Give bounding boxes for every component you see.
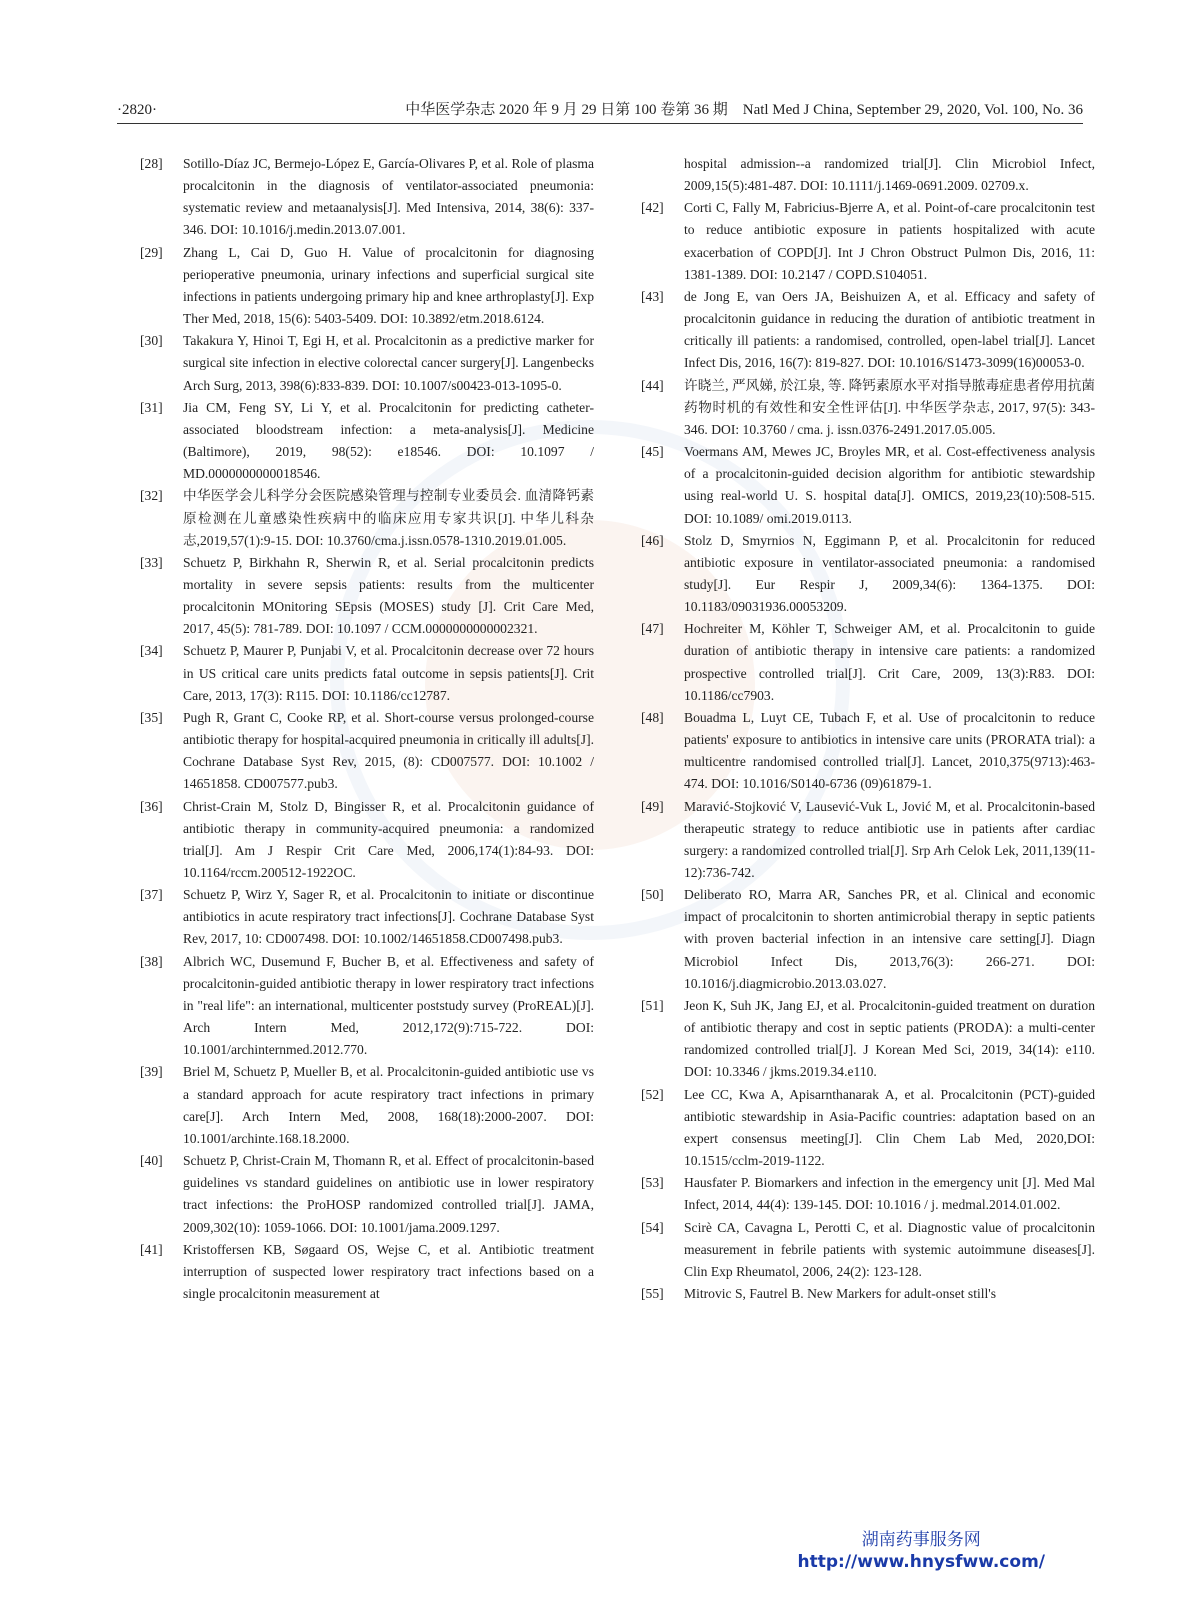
reference-item (140, 796, 594, 885)
journal-citation: 中华医学杂志 2020 年 9 月 29 日第 100 卷第 36 期 Natl Med J China, September 29, 2020, Vol. 100, No. 36 (405, 102, 1083, 118)
reference-text: Schuetz P, Maurer P, Punjabi V, et al. Procalcitonin decrease over 72 hours in US critical care units predicts fatal outcome in sepsis patients[J]. Crit Care, 2013, 17(3): R115. DOI: 10.1186/cc12787. (183, 643, 594, 703)
reference-number: [33] (140, 554, 163, 570)
reference-number: [42] (641, 200, 664, 216)
reference-item (140, 242, 594, 331)
reference-item (641, 530, 1095, 619)
reference-number: [40] (140, 1153, 163, 1169)
reference-text: Christ-Crain M, Stolz D, Bingisser R, et al. Procalcitonin guidance of antibiotic therapy in community-acquired pneumonia: a randomized trial[J]. Am J Respir Crit Care Med, 2006,174(1):84-93. DOI: 10.1164/rccm.200512-1922OC. (183, 798, 594, 880)
running-header (117, 99, 1083, 124)
reference-number: [35] (140, 709, 163, 725)
reference-text: Kristoffersen KB, Søgaard OS, Wejse C, et al. Antibiotic treatment interruption of suspected lower respiratory tract infections based on a single procalcitonin measurement at (183, 1241, 594, 1301)
reference-text: Corti C, Fally M, Fabricius-Bjerre A, et al. Point-of-care procalcitonin test to reduce antibiotic exposure in patients hospitalized with acute exacerbation of COPD[J]. Int J Chron Obstruct Pulmon Dis, 2016, 11: 1381-1389. DOI: 10.2147 / COPD.S104051. (684, 200, 1095, 282)
reference-number: [34] (140, 643, 163, 659)
reference-text: Mitrovic S, Fautrel B. New Markers for adult-onset still's (684, 1285, 997, 1301)
reference-number: [38] (140, 953, 163, 969)
reference-text: Schuetz P, Birkhahn R, Sherwin R, et al. Serial procalcitonin predicts mortality in severe sepsis patients: results from the multicenter procalcitonin MOnitoring SEpsis (MOSES) study [J]. Crit Care Med, 2017, 45(5): 781-789. DOI: 10.1097 / CCM.0000000000002321. (183, 554, 594, 637)
reference-item (641, 197, 1095, 286)
page-number: ·2820· (117, 102, 157, 118)
reference-item (140, 153, 594, 242)
reference-item (140, 552, 594, 641)
reference-item (641, 441, 1095, 530)
reference-number: [39] (140, 1064, 163, 1080)
footer-brand-name: 湖南药事服务网 (861, 1530, 981, 1550)
reference-number: [54] (641, 1219, 664, 1235)
reference-number: [28] (140, 156, 163, 171)
reference-text: Takakura Y, Hinoi T, Egi H, et al. Procalcitonin as a predictive marker for surgical site infection in elective colorectal cancer surgery[J]. Langenbecks Arch Surg, 2013, 398(6):833-839. DOI: 10.1007/s00423-013-1095-0. (183, 333, 594, 393)
reference-text: Hochreiter M, Köhler T, Schweiger AM, et al. Procalcitonin to guide duration of antibiotic therapy in intensive care patients: a randomized prospective controlled trial[J]. Crit Care, 2009, 13(3):R83. DOI: 10.1186/cc7903. (684, 621, 1095, 703)
reference-text: Voermans AM, Mewes JC, Broyles MR, et al. Cost-effectiveness analysis of a procalcitonin-guided decision algorithm for antibiotic stewardship using real-world U. S. hospital data[J]. OMICS, 2019,23(10):508-515. DOI: 10.1089/ omi.2019.0113. (684, 444, 1095, 526)
reference-item (641, 995, 1095, 1084)
reference-item (140, 640, 594, 706)
reference-text: Albrich WC, Dusemund F, Bucher B, et al. Effectiveness and safety of procalcitonin-guided antibiotic therapy in lower respiratory tract infections in "real life": an international, multicenter poststudy survey (ProREAL)[J]. Arch Intern Med, 2012,172(9):715-722. DOI: 10.1001/archinternmed.2012.770. (183, 953, 594, 1058)
reference-item (641, 1084, 1095, 1173)
reference-number: [29] (140, 244, 163, 260)
reference-item (140, 1239, 594, 1305)
reference-text: Jia CM, Feng SY, Li Y, et al. Procalcitonin for predicting catheter-associated bloodstream infection: a meta-analysis[J]. Medicine (Baltimore), 2019, 98(52): e18546. DOI: 10.1097 / MD.0000000000018546. (183, 399, 594, 482)
reference-number: [46] (641, 532, 664, 548)
reference-item (140, 485, 594, 551)
reference-number: [51] (641, 997, 664, 1013)
reference-number: [49] (641, 798, 664, 814)
reference-text: Bouadma L, Luyt CE, Tubach F, et al. Use of procalcitonin to reduce patients' exposure to antibiotics in intensive care units (PRORATA trial): a multicentre randomised controlled trial[J]. Lancet, 2010,375(9713):463-474. DOI: 10.1016/S0140-6736 (09)61879-1. (684, 709, 1095, 792)
reference-continuation: hospital admission--a randomized trial[J]. Clin Microbiol Infect, 2009,15(5):481-487. DOI: 10.1111/j.1469-0691.2009. 02709.x. (684, 156, 1095, 194)
reference-text: Schuetz P, Wirz Y, Sager R, et al. Procalcitonin to initiate or discontinue antibiotics in acute respiratory tract infections[J]. Cochrane Database Syst Rev, 2017, 10: CD007498. DOI: 10.1002/14651858.CD007498.pub3. (183, 887, 594, 947)
reference-text: Schuetz P, Christ-Crain M, Thomann R, et al. Effect of procalcitonin-based guidelines vs standard guidelines on antibiotic use in lower respiratory tract infections: the ProHOSP randomized controlled trial[J]. JAMA, 2009,302(10): 1059-1066. DOI: 10.1001/jama.2009.1297. (183, 1153, 594, 1235)
footer-url-link[interactable]: http://www.hnysfww.com/ (797, 1552, 1045, 1572)
reference-item (140, 397, 594, 486)
footer-brand (798, 1525, 1046, 1572)
reference-item (641, 796, 1095, 885)
reference-number: [41] (140, 1241, 163, 1257)
reference-text: Maravić-Stojković V, Lausević-Vuk L, Jović M, et al. Procalcitonin-based therapeutic strategy to reduce antibiotic use in patients after cardiac surgery: a randomized controlled trial[J]. Srp Arh Celok Lek, 2011,139(11-12):736-742. (684, 798, 1095, 880)
reference-number: [37] (140, 887, 163, 903)
reference-item (641, 286, 1095, 375)
reference-item (641, 1283, 1095, 1305)
reference-text: de Jong E, van Oers JA, Beishuizen A, et al. Efficacy and safety of procalcitonin guidance in reducing the duration of antibiotic treatment in critically ill patients: a randomised, controlled, open-label trial[J]. Lancet Infect Dis, 2016, 16(7): 819-827. DOI: 10.1016/S1473-3099(16)00053-0. (684, 288, 1095, 371)
reference-text: Pugh R, Grant C, Cooke RP, et al. Short-course versus prolonged-course antibiotic therapy for hospital-acquired pneumonia in critically ill adults[J]. Cochrane Database Syst Rev, 2015, (8): CD007577. DOI: 10.1002 / 14651858. CD007577.pub3. (183, 709, 594, 792)
reference-number: [55] (641, 1285, 664, 1301)
reference-item (641, 375, 1095, 441)
reference-text: Hausfater P. Biomarkers and infection in the emergency unit [J]. Med Mal Infect, 2014, 44(4): 139-145. DOI: 10.1016 / j. medmal.2014.01.002. (684, 1175, 1095, 1213)
reference-text: Zhang L, Cai D, Guo H. Value of procalcitonin for diagnosing perioperative pneumonia, urinary infections and superficial surgical site infections in patients undergoing primary hip and knee arthroplasty[J]. Exp Ther Med, 2018, 15(6): 5403-5409. DOI: 10.3892/etm.2018.6124. (183, 244, 594, 327)
reference-text: Deliberato RO, Marra AR, Sanches PR, et al. Clinical and economic impact of procalcitonin to shorten antimicrobial therapy in septic patients with proven bacterial infection in an intensive care setting[J]. Diagn Microbiol Infect Dis, 2013,76(3): 266-271. DOI: 10.1016/j.diagmicrobio.2013.03.027. (684, 887, 1095, 991)
reference-number: [43] (641, 288, 664, 304)
reference-number: [45] (641, 444, 664, 460)
reference-item (641, 618, 1095, 707)
reference-number: [32] (140, 488, 163, 504)
reference-number: [44] (641, 377, 664, 393)
reference-text: 中华医学会儿科学分会医院感染管理与控制专业委员会. 血清降钙素原检测在儿童感染性疾病中的临床应用专家共识[J]. 中华儿科杂志,2019,57(1):9-15. DOI: 10.3760/cma.j.issn.0578-1310.2019.01.005. (183, 488, 594, 548)
reference-item (140, 884, 594, 950)
reference-item (140, 1061, 594, 1150)
reference-item (641, 1217, 1095, 1283)
reference-text: Briel M, Schuetz P, Mueller B, et al. Procalcitonin-guided antibiotic use vs a standard approach for acute respiratory tract infections in primary care[J]. Arch Intern Med, 2008, 168(18):2000-2007. DOI: 10.1001/archinte.168.18.2000. (183, 1064, 594, 1146)
reference-item (140, 707, 594, 796)
reference-number: [47] (641, 621, 664, 637)
reference-number: [48] (641, 709, 664, 725)
reference-item (140, 330, 594, 396)
reference-number: [30] (140, 333, 163, 349)
reference-item (641, 884, 1095, 995)
reference-column-left (140, 153, 594, 1305)
reference-number: [52] (641, 1086, 664, 1102)
reference-number: [50] (641, 887, 664, 903)
reference-number: [36] (140, 798, 163, 814)
reference-column-right (641, 153, 1095, 1305)
reference-text: 许晓兰, 严风娣, 於江泉, 等. 降钙素原水平对指导脓毒症患者停用抗菌药物时机的有效性和安全性评估[J]. 中华医学杂志, 2017, 97(5): 343-346. DOI: 10.3760 / cma. j. issn.0376-2491.2017.05.005. (684, 377, 1095, 437)
reference-number: [31] (140, 399, 163, 415)
reference-item (641, 1172, 1095, 1216)
reference-text: Lee CC, Kwa A, Apisarnthanarak A, et al. Procalcitonin (PCT)-guided antibiotic stewardship in Asia-Pacific countries: adaptation based on an expert consensus meeting[J]. Clin Chem Lab Med, 2020,DOI: 10.1515/cclm-2019-1122. (684, 1086, 1095, 1169)
reference-number: [53] (641, 1175, 664, 1191)
reference-item (140, 1150, 594, 1239)
reference-text: Stolz D, Smyrnios N, Eggimann P, et al. Procalcitonin for reduced antibiotic exposure in ventilator-associated pneumonia: a randomised study[J]. Eur Respir J, 2009,34(6): 1364-1375. DOI: 10.1183/09031936.00053209. (684, 532, 1095, 615)
reference-item (641, 707, 1095, 796)
reference-text: Sotillo-Díaz JC, Bermejo-López E, García-Olivares P, et al. Role of plasma procalcitonin in the diagnosis of ventilator-associated pneumonia: systematic review and metaanalysis[J]. Med Intensiva, 2014, 38(6): 337-346. DOI: 10.1016/j.medin.2013.07.001. (183, 156, 594, 238)
reference-text: Jeon K, Suh JK, Jang EJ, et al. Procalcitonin-guided treatment on duration of antibiotic therapy and cost in septic patients (PRODA): a multi-center randomized controlled trial[J]. J Korean Med Sci, 2019, 34(14): e110. DOI: 10.3346 / jkms.2019.34.e110. (684, 997, 1095, 1080)
reference-text: Scirè CA, Cavagna L, Perotti C, et al. Diagnostic value of procalcitonin measurement in febrile patients with systemic autoimmune diseases[J]. Clin Exp Rheumatol, 2006, 24(2): 123-128. (684, 1219, 1095, 1279)
reference-item (140, 951, 594, 1062)
